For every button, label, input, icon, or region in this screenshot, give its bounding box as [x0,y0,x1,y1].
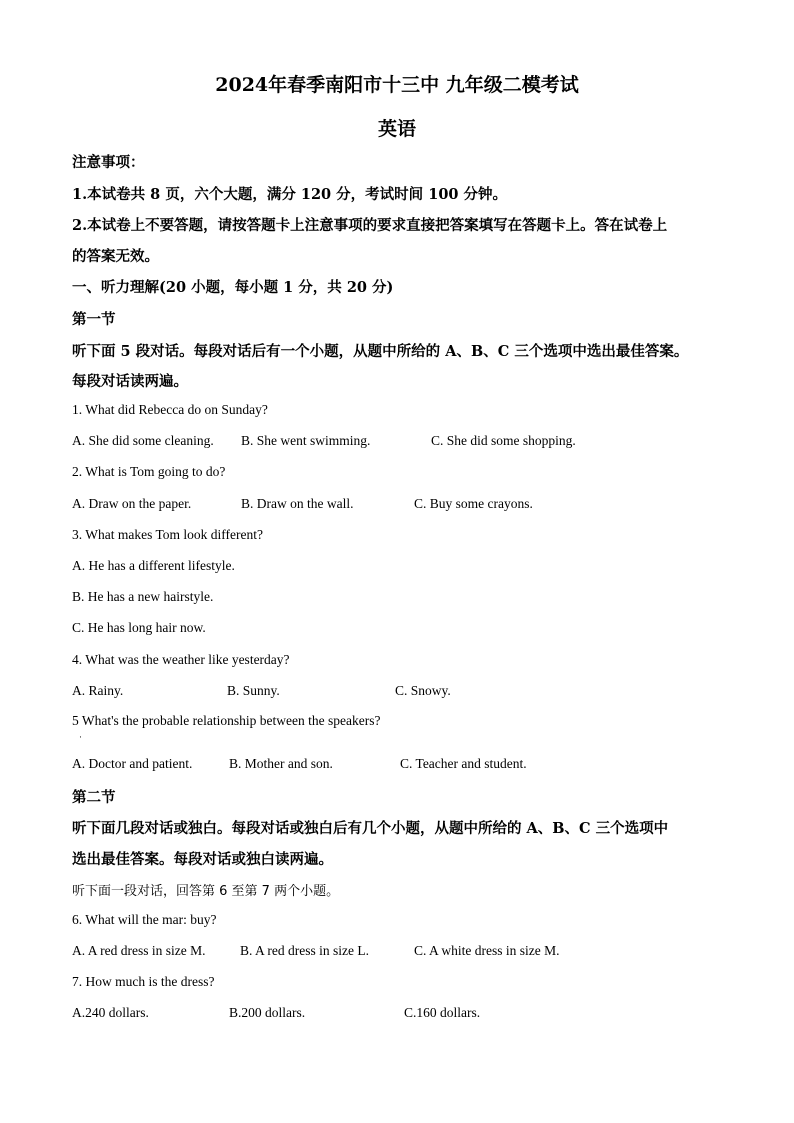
q6-option-a: A. A red dress in size M. [72,943,206,958]
section-1-instruction-line-1: 听下面 5 段对话。每段对话后有一个小题，从题中所给的 A、B、C 三个选项中选出最佳答案。 [72,343,689,360]
section-2-instruction-line-1: 听下面几段对话或独白。每段对话或独白后有几个小题，从题中所给的 A、B、C 三个选项中 [72,820,669,837]
notice-item-1: 1.本试卷共 8 页，六个大题，满分 120 分，考试时间 100 分钟。 [72,186,508,203]
q2-option-b: B. Draw on the wall. [241,496,354,511]
q6-option-c: C. A white dress in size M. [414,943,560,958]
q6-option-b: B. A red dress in size L. [240,943,369,958]
notice-item-2-line-2: 的答案无效。 [72,248,159,265]
q4-option-a: A. Rainy. [72,683,124,698]
subject-title: 英语 [377,118,416,140]
q2-option-a: A. Draw on the paper. [72,496,192,511]
question-3: 3. What makes Tom look different? [72,527,264,542]
section-2-instruction-line-2: 选出最佳答案。每段对话或独白读两遍。 [72,851,333,868]
q4-option-c: C. Snowy. [395,683,451,698]
q3-option-c: C. He has long hair now. [72,620,206,635]
question-5: 5 What's the probable relationship between the speakers? [72,713,381,728]
question-2: 2. What is Tom going to do? [72,464,226,479]
q7-option-a: A.240 dollars. [72,1005,149,1020]
q1-option-c: C. She did some shopping. [431,433,576,448]
q4-option-b: B. Sunny. [227,683,280,698]
question-6: 6. What will the mar: buy? [72,912,217,927]
q5-option-b: B. Mother and son. [229,756,333,771]
question-7: 7. How much is the dress? [72,974,215,989]
question-1: 1. What did Rebecca do on Sunday? [72,402,268,417]
section-1-heading: 第一节 [72,311,116,328]
q3-option-a: A. He has a different lifestyle. [72,558,235,573]
q2-option-c: C. Buy some crayons. [414,496,533,511]
section-1-instruction-line-2: 每段对话读两遍。 [72,373,188,390]
section-2-heading: 第二节 [72,789,116,806]
part-1-heading: 一、听力理解(20 小题，每小题 1 分，共 20 分) [72,279,394,296]
q7-option-b: B.200 dollars. [229,1005,306,1020]
q1-option-a: A. She did some cleaning. [72,433,214,448]
exam-title: 2024年春季南阳市十三中 九年级二模考试 [215,74,579,96]
section-2-sub-instruction: 听下面一段对话，回答第 6 至第 7 两个小题。 [72,884,340,899]
q1-option-b: B. She went swimming. [241,433,371,448]
q5-option-a: A. Doctor and patient. [72,756,193,771]
stray-dot: · [79,732,82,742]
question-4: 4. What was the weather like yesterday? [72,652,290,667]
notice-item-2-line-1: 2.本试卷上不要答题，请按答题卡上注意事项的要求直接把答案填写在答题卡上。答在试卷上 [72,217,668,234]
notice-heading: 注意事项： [72,154,145,171]
q7-option-c: C.160 dollars. [404,1005,481,1020]
q3-option-b: B. He has a new hairstyle. [72,589,214,604]
q5-option-c: C. Teacher and student. [400,756,527,771]
